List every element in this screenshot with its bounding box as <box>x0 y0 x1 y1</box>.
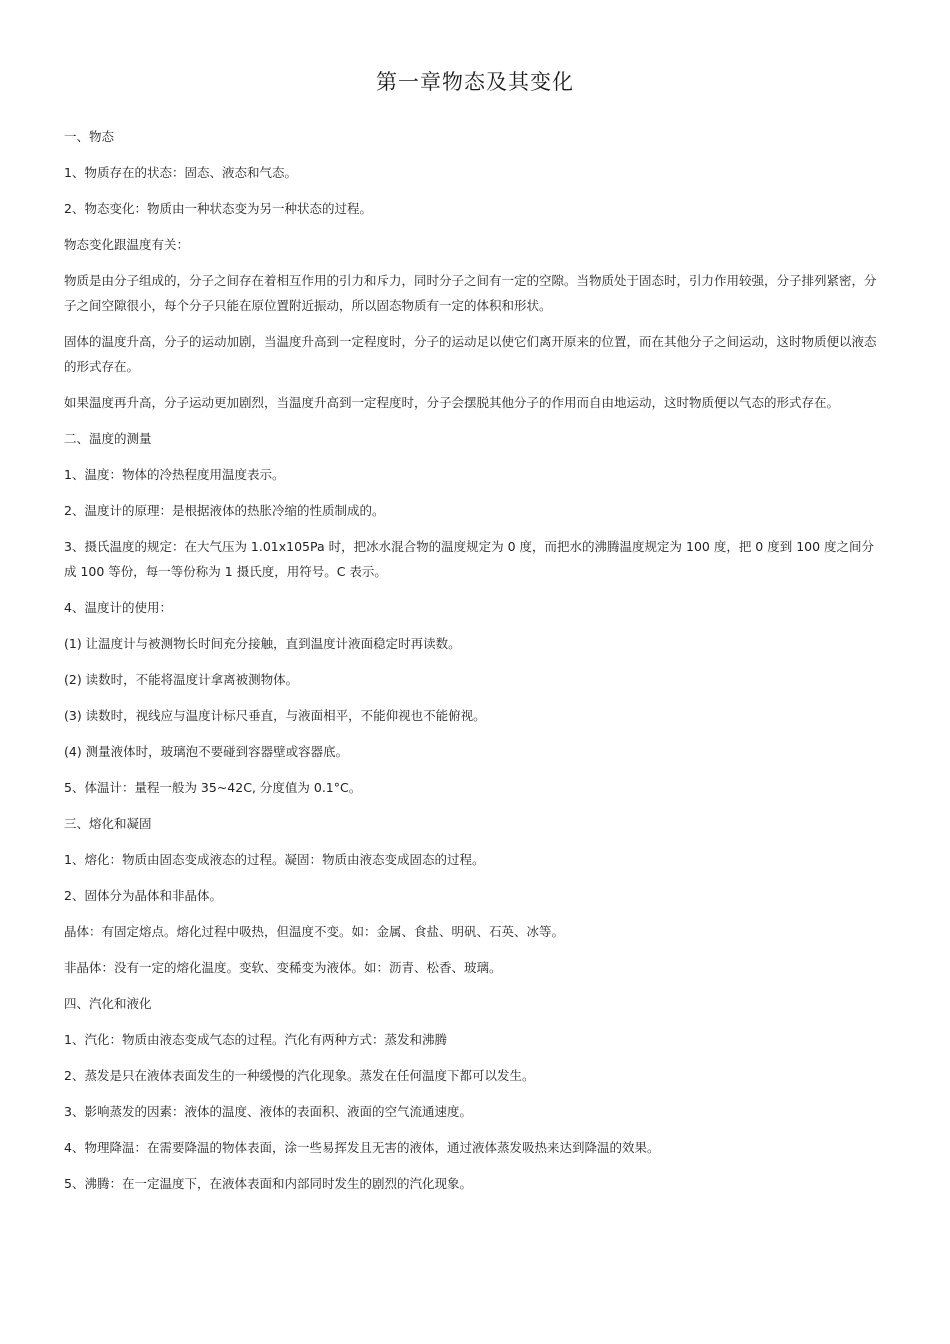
paragraph: 5、沸腾：在一定温度下，在液体表面和内部同时发生的剧烈的汽化现象。 <box>64 1176 472 1191</box>
paragraph: 3、摄氏温度的规定：在大气压为 1.01x105Pa 时，把冰水混合物的温度规定为 0 度，而把水的沸腾温度规定为 100 度，把 0 度到 100 度之间分成 100 等份，每一等份称为 1 摄氏度，用符号。C 表示。 <box>64 539 875 579</box>
document-title: 第一章物态及其变化 <box>376 70 574 94</box>
paragraph: 4、物理降温：在需要降温的物体表面，涂一些易挥发且无害的液体，通过液体蒸发吸热来达到降温的效果。 <box>64 1140 660 1155</box>
section-heading: 二、温度的测量 <box>64 431 152 446</box>
list-item: (3) 读数时，视线应与温度计标尺垂直，与液面相平，不能仰视也不能俯视。 <box>64 708 486 723</box>
paragraph: 物质是由分子组成的，分子之间存在着相互作用的引力和斥力，同时分子之间有一定的空隙。当物质处于固态时，引力作用较强，分子排列紧密，分子之间空隙很小，每个分子只能在原位置附近振动，所以固态物质有一定的体积和形状。 <box>64 273 877 313</box>
section-heading: 三、熔化和凝固 <box>64 816 152 831</box>
section-heading: 四、汽化和液化 <box>64 996 152 1011</box>
paragraph: 1、熔化：物质由固态变成液态的过程。凝固：物质由液态变成固态的过程。 <box>64 852 485 867</box>
paragraph: 1、汽化：物质由液态变成气态的过程。汽化有两种方式：蒸发和沸腾 <box>64 1032 447 1047</box>
paragraph: 物态变化跟温度有关： <box>64 237 190 252</box>
paragraph: 4、温度计的使用： <box>64 600 172 615</box>
list-item: (2) 读数时，不能将温度计拿离被测物体。 <box>64 672 299 687</box>
paragraph: 2、固体分为晶体和非晶体。 <box>64 888 222 903</box>
paragraph: 3、影响蒸发的因素：液体的温度、液体的表面积、液面的空气流通速度。 <box>64 1104 472 1119</box>
paragraph: 2、蒸发是只在液体表面发生的一种缓慢的汽化现象。蒸发在任何温度下都可以发生。 <box>64 1068 535 1083</box>
paragraph: 1、温度：物体的冷热程度用温度表示。 <box>64 467 285 482</box>
paragraph: 固体的温度升高，分子的运动加剧，当温度升高到一定程度时，分子的运动足以使它们离开原来的位置，而在其他分子之间运动，这时物质便以液态的形式存在。 <box>64 334 877 374</box>
paragraph: 如果温度再升高，分子运动更加剧烈，当温度升高到一定程度时，分子会摆脱其他分子的作用而自由地运动，这时物质便以气态的形式存在。 <box>64 395 840 410</box>
paragraph: 5、体温计：量程一般为 35~42C, 分度值为 0.1°C。 <box>64 780 362 795</box>
paragraph: 2、物态变化：物质由一种状态变为另一种状态的过程。 <box>64 201 372 216</box>
paragraph: 2、温度计的原理：是根据液体的热胀冷缩的性质制成的。 <box>64 503 385 518</box>
document-body <box>64 124 886 1207</box>
list-item: (1) 让温度计与被测物长时间充分接触，直到温度计液面稳定时再读数。 <box>64 636 461 651</box>
paragraph: 非晶体：没有一定的熔化温度。变软、变稀变为液体。如：沥青、松香、玻璃。 <box>64 960 502 975</box>
paragraph: 晶体：有固定熔点。熔化过程中吸热，但温度不变。如：金属、食盐、明矾、石英、冰等。 <box>64 924 565 939</box>
list-item: (4) 测量液体时，玻璃泡不要碰到容器壁或容器底。 <box>64 744 349 759</box>
section-heading: 一、物态 <box>64 129 115 144</box>
paragraph: 1、物质存在的状态：固态、液态和气态。 <box>64 165 297 180</box>
